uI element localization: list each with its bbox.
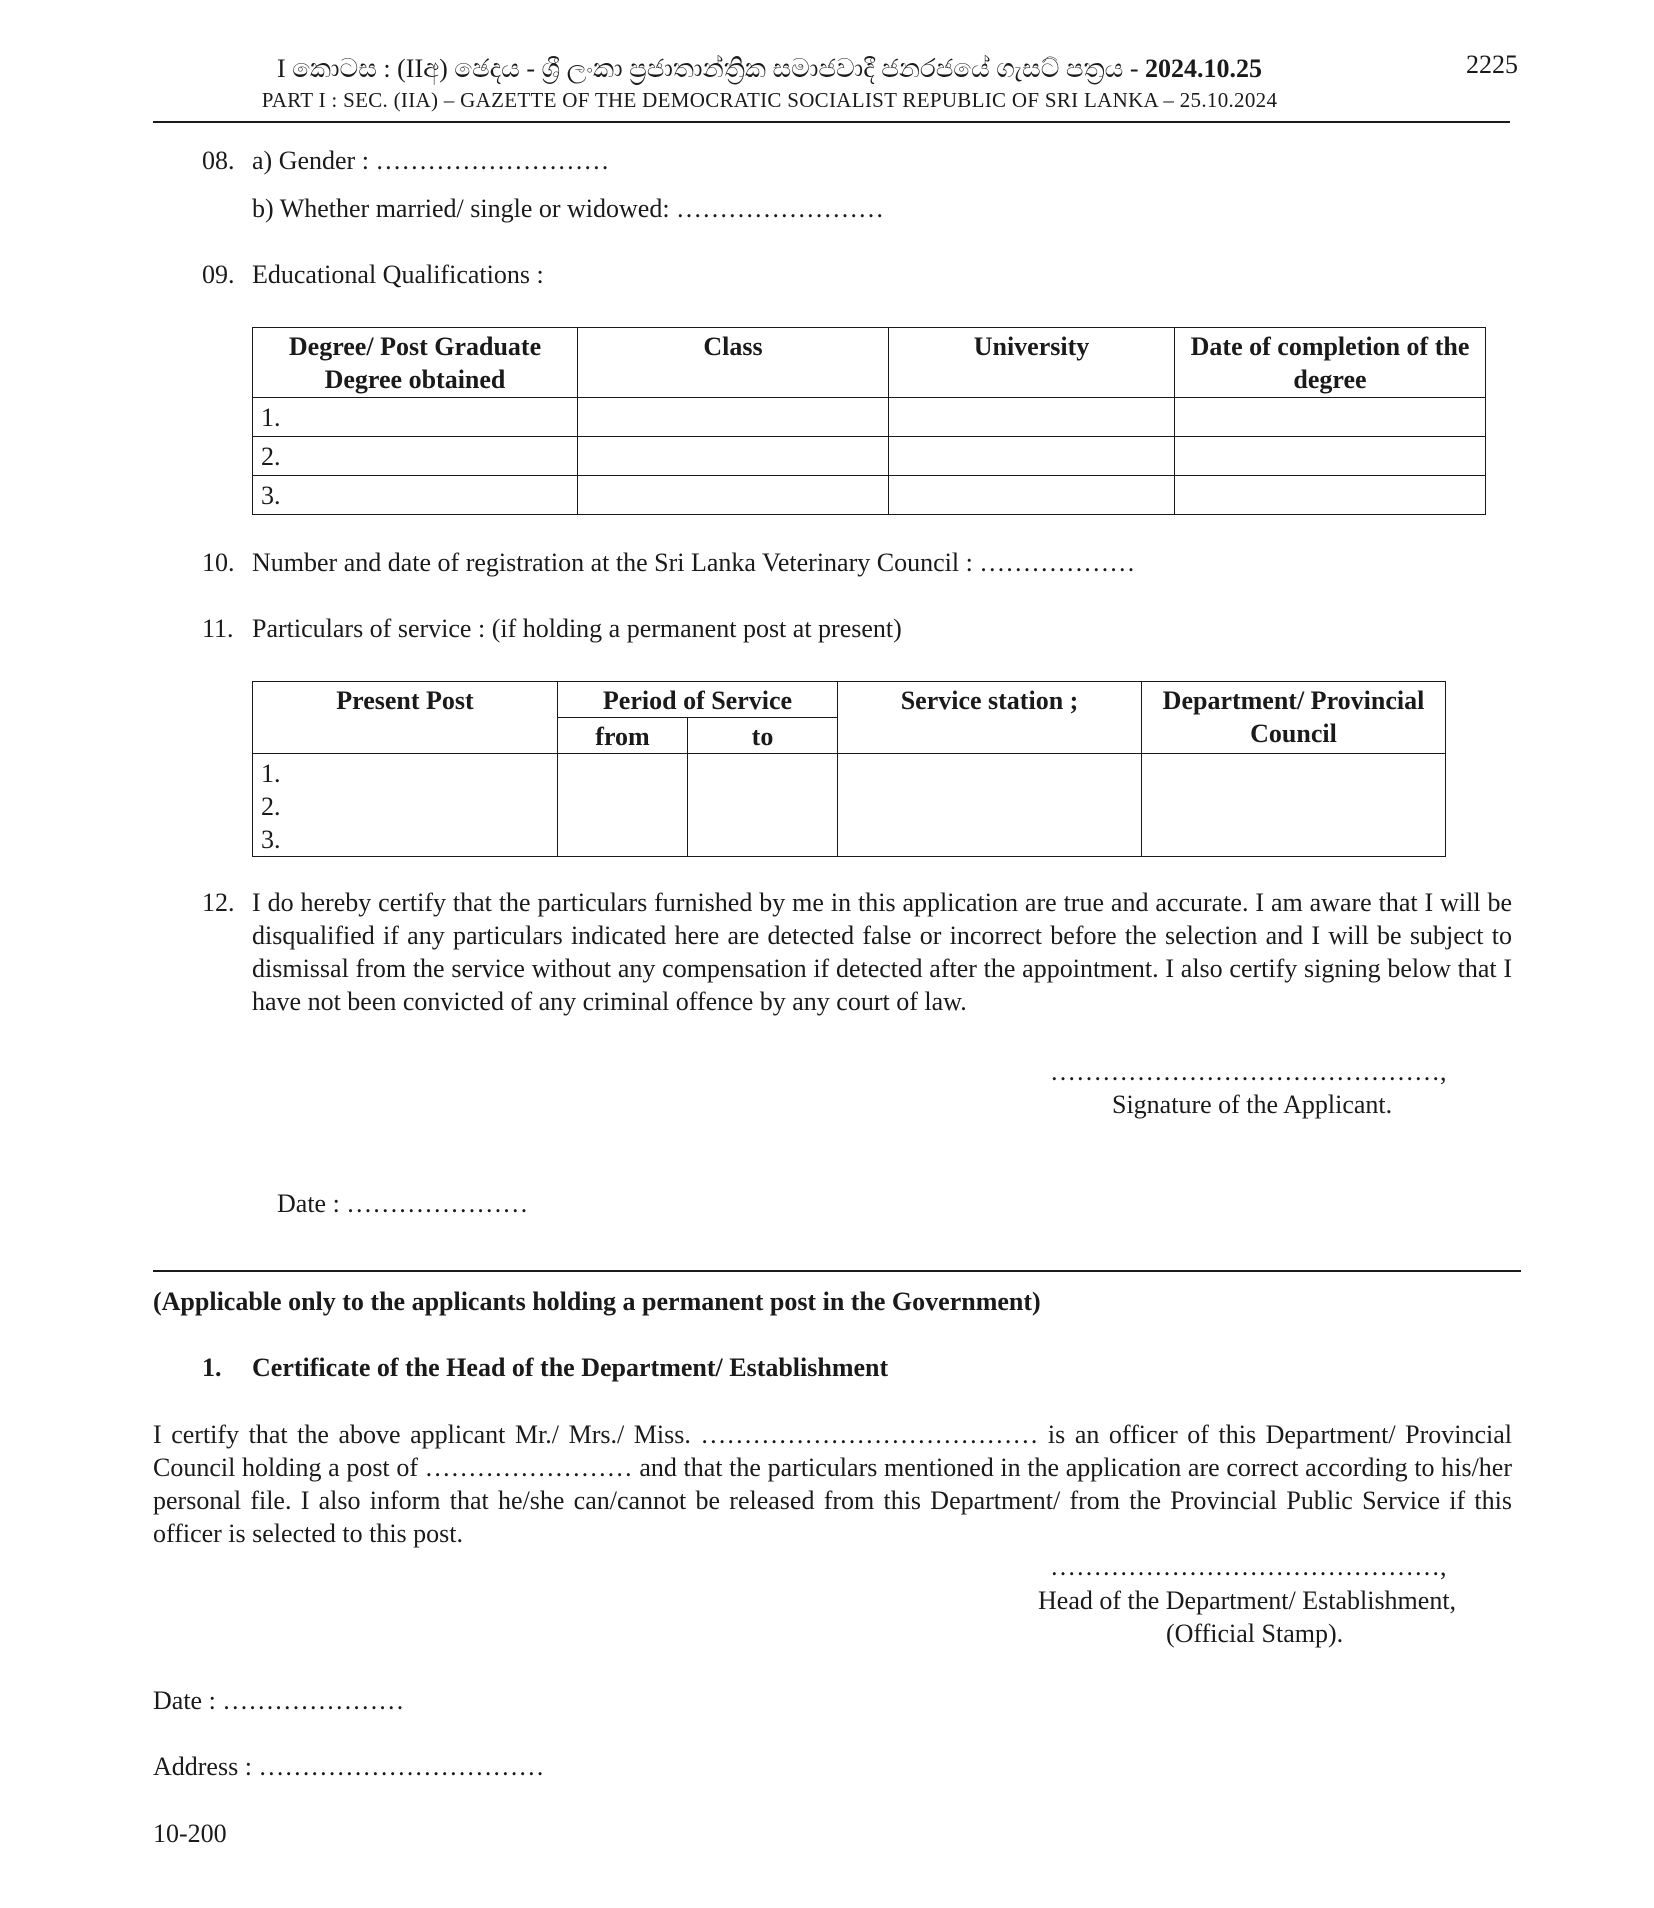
table-row	[253, 754, 1446, 857]
row-number: 3.	[253, 476, 578, 515]
footer-code: 10-200	[153, 1819, 227, 1848]
certificate-number: 1.	[202, 1353, 222, 1382]
certificate-title: Certificate of the Head of the Department/ Establishment	[252, 1353, 889, 1382]
header-sinhala-text: I කොටස : (IIඅ) ඡෙදය - ශ්‍රී ලංකා ප්‍රජාතාන්ත්‍රික සමාජවාදී ජනරජයේ ගැසට් පත්‍රය -	[276, 54, 1145, 83]
row-numbers	[253, 754, 558, 857]
gender-field: a) Gender : ………………………	[252, 146, 610, 175]
applicant-signature-label: Signature of the Applicant.	[1112, 1090, 1393, 1119]
education-table	[252, 327, 1486, 515]
gazette-header-sinhala	[153, 52, 1386, 85]
head-signature-line: ………………………………………,	[1050, 1552, 1447, 1581]
row-number: 1.	[261, 759, 281, 788]
header-rule	[153, 121, 1510, 123]
row-number: 3.	[261, 825, 281, 854]
table-row	[253, 398, 1486, 437]
applicant-signature-line: ………………………………………,	[1050, 1057, 1447, 1086]
row-number: 2.	[261, 792, 281, 821]
present-post-header: Present Post	[253, 682, 558, 754]
service-table	[252, 681, 1446, 857]
official-stamp-label: (Official Stamp).	[1166, 1619, 1344, 1648]
section-divider	[153, 1270, 1521, 1272]
item-12-number: 12.	[202, 888, 235, 917]
educational-qualifications-label: Educational Qualifications :	[252, 260, 544, 289]
certification-paragraph: I do hereby certify that the particulars furnished by me in this application are true and accurate. I am aware that I will be disqualified if any particulars indicated here are detected false or incorrect before the selection and I will be subject to dismissal from the service without any compensation if detected after the appointment. I also certify signing below that I have not been convicted of any criminal offence by any court of law.	[252, 888, 1512, 1016]
particulars-of-service-label: Particulars of service : (if holding a permanent post at present)	[252, 614, 902, 643]
item-08-number: 08.	[202, 146, 235, 175]
table-row	[253, 476, 1486, 515]
address-field: Address : ……………………………	[153, 1752, 545, 1781]
applicant-date-field: Date : …………………	[277, 1189, 529, 1218]
service-station-header: Service station ;	[838, 682, 1142, 754]
item-09-number: 09.	[202, 260, 235, 289]
row-number: 1.	[253, 398, 578, 437]
department-header: Department/ Provincial Council	[1142, 682, 1446, 754]
registration-field: Number and date of registration at the Sri Lanka Veterinary Council : ………………	[252, 548, 1136, 577]
page-number: 2225	[1466, 50, 1518, 79]
head-signature-label: Head of the Department/ Establishment,	[1038, 1586, 1457, 1615]
row-number: 2.	[253, 437, 578, 476]
item-11-number: 11.	[202, 614, 234, 643]
header-sinhala-date: 2024.10.25	[1145, 54, 1262, 83]
to-header: to	[688, 718, 838, 754]
certificate-paragraph: I certify that the above applicant Mr./ Mrs./ Miss. ………………………………… is an officer of this Department/ Provincial Council holding a post of …………………… and that the particulars mentioned in the application are correct according to his/her personal file. I also inform that he/she can/cannot be released from this Department/ from the Provincial Public Service if this officer is selected to this post.	[153, 1420, 1512, 1548]
period-of-service-header: Period of Service	[558, 682, 838, 718]
class-header: Class	[578, 328, 889, 398]
marital-status-field: b) Whether married/ single or widowed: ……………………	[252, 194, 885, 223]
from-header: from	[558, 718, 688, 754]
table-row	[253, 437, 1486, 476]
gazette-header-english: PART I : SEC. (IIA) – GAZETTE OF THE DEMOCRATIC SOCIALIST REPUBLIC OF SRI LANKA – 25.10.2024	[261, 88, 1278, 112]
item-10-number: 10.	[202, 548, 235, 577]
degree-header: Degree/ Post Graduate Degree obtained	[253, 328, 578, 398]
certificate-date-field: Date : …………………	[153, 1686, 405, 1715]
completion-date-header: Date of completion of the degree	[1175, 328, 1486, 398]
applicable-note: (Applicable only to the applicants holding a permanent post in the Government)	[153, 1287, 1041, 1316]
university-header: University	[889, 328, 1175, 398]
